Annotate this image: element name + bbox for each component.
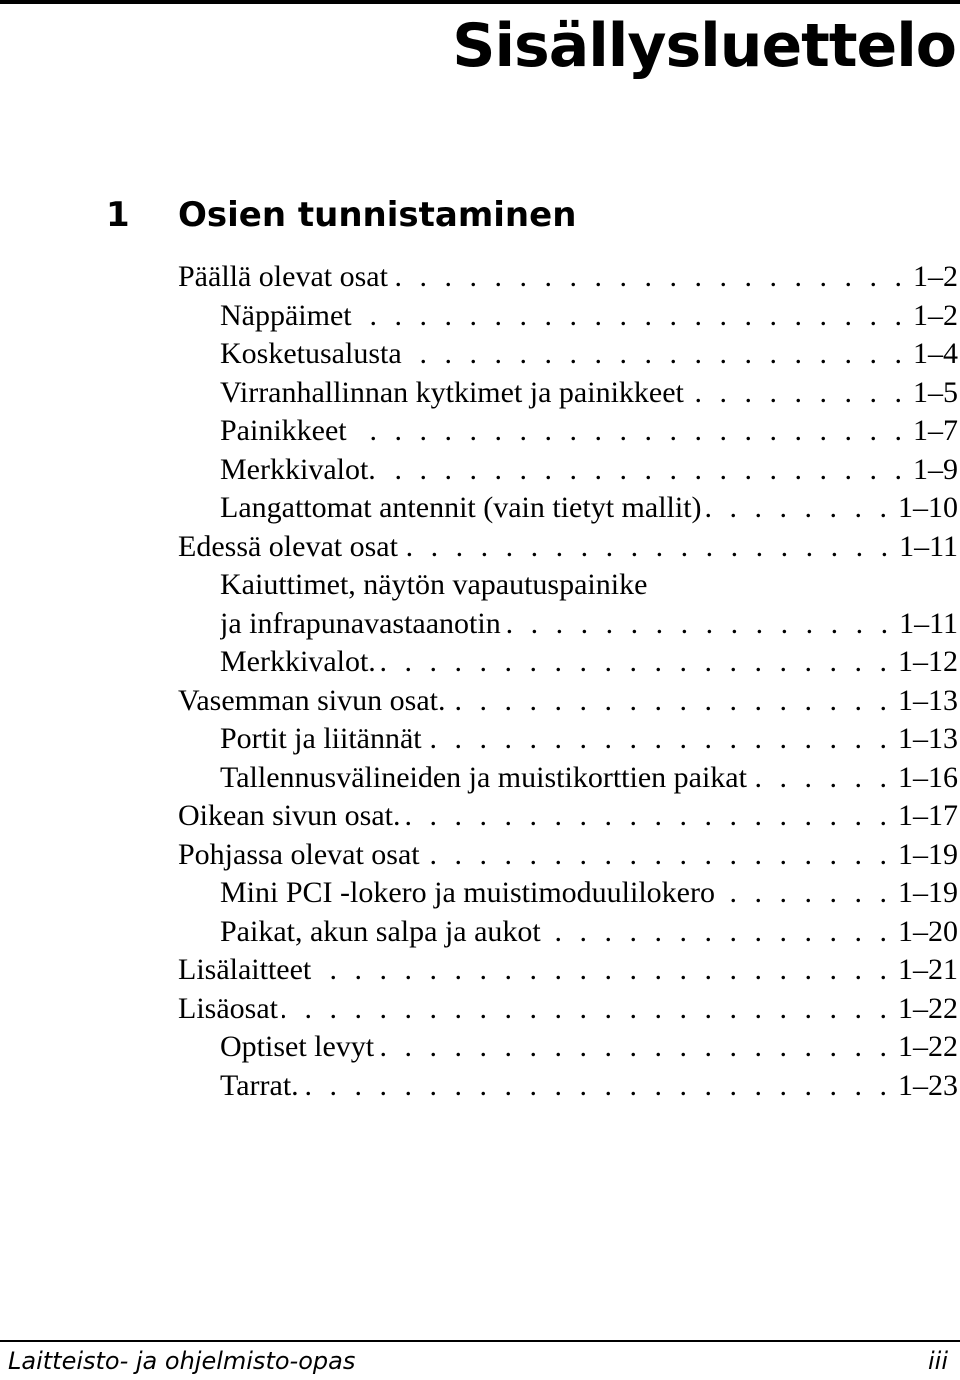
- toc-entry[interactable]: [220, 605, 958, 643]
- toc-entry-label: Kaiuttimet, näytön vapautuspainike: [220, 568, 648, 601]
- toc-dot-leader: [378, 1028, 892, 1066]
- toc-entry-page: 1–2: [913, 260, 958, 293]
- toc-entry-page: 1–16: [898, 761, 958, 794]
- toc-entry-label: Kosketusalusta: [220, 337, 402, 370]
- toc-entry-label: Lisäosat: [178, 992, 278, 1025]
- toc-entry-page: 1–4: [913, 337, 958, 370]
- toc-entry-page: 1–11: [899, 530, 958, 563]
- toc-entry-page: 1–13: [898, 684, 958, 717]
- toc-dot-leader: [449, 682, 892, 720]
- toc-entry[interactable]: [178, 951, 958, 989]
- toc-entry-label: Mini PCI -lokero ja muistimoduulilokero: [220, 876, 715, 909]
- toc-dot-leader: [426, 720, 892, 758]
- toc-entry-page: 1–11: [899, 607, 958, 640]
- toc-entry-page: 1–2: [913, 299, 958, 332]
- toc-entry-label: Vasemman sivun osat.: [178, 684, 446, 717]
- toc-dot-leader: [688, 374, 907, 412]
- toc-entry-page: 1–9: [913, 453, 958, 486]
- toc-entry-label: Merkkivalot.: [220, 645, 376, 678]
- toc-entry[interactable]: [220, 335, 958, 373]
- toc-entry[interactable]: [220, 720, 958, 758]
- toc-entry-label: Tarrat.: [220, 1069, 299, 1102]
- toc-entry-label: ja infrapunavastaanotin: [220, 607, 501, 640]
- toc-dot-leader: [706, 489, 892, 527]
- toc-entry[interactable]: [220, 374, 958, 412]
- toc-entry-label: Pohjassa olevat osat: [178, 838, 420, 871]
- toc-dot-leader: [719, 874, 892, 912]
- toc-entry-label: Langattomat antennit (vain tietyt mallit): [220, 491, 702, 524]
- toc-entry[interactable]: [220, 489, 958, 527]
- toc-entry-page: 1–10: [898, 491, 958, 524]
- toc-entry-page: 1–22: [898, 992, 958, 1025]
- toc-entry-label: Edessä olevat osat: [178, 530, 398, 563]
- toc-entry-page: 1–12: [898, 645, 958, 678]
- toc-entry[interactable]: [220, 874, 958, 912]
- toc-dot-leader: [315, 951, 892, 989]
- toc-dot-leader: [282, 990, 892, 1028]
- toc-entry[interactable]: [178, 797, 958, 835]
- toc-entry[interactable]: [220, 451, 958, 489]
- toc-dot-leader: [751, 759, 892, 797]
- toc-entry-page: 1–7: [913, 414, 958, 447]
- toc-entry-page: 1–22: [898, 1030, 958, 1063]
- toc-entry-label: Tallennusvälineiden ja muistikorttien paikat: [220, 761, 747, 794]
- toc-entry[interactable]: [220, 1028, 958, 1066]
- toc-entry-page: 1–13: [898, 722, 958, 755]
- toc-entry-label: Näppäimet: [220, 299, 352, 332]
- toc-dot-leader: [380, 643, 892, 681]
- toc-entry-label: Paikat, akun salpa ja aukot: [220, 915, 541, 948]
- toc-entry[interactable]: [220, 643, 958, 681]
- toc-entry-label: Oikean sivun osat.: [178, 799, 401, 832]
- toc-entry-page: 1–19: [898, 838, 958, 871]
- toc-entry-label: Merkkivalot.: [220, 453, 376, 486]
- toc-entry[interactable]: [220, 412, 958, 450]
- toc-dot-leader: [356, 297, 907, 335]
- toc-dot-leader: [404, 797, 892, 835]
- top-rule: [0, 0, 960, 4]
- toc-entry-label: Painikkeet: [220, 414, 347, 447]
- toc-dot-leader: [424, 836, 892, 874]
- toc-entry[interactable]: [220, 566, 958, 604]
- toc-entry-page: 1–17: [898, 799, 958, 832]
- toc-entry[interactable]: [178, 682, 958, 720]
- toc-entry[interactable]: [178, 528, 958, 566]
- toc-dot-leader: [505, 605, 893, 643]
- toc-dot-leader: [545, 913, 892, 951]
- toc-entry-label: Optiset levyt: [220, 1030, 375, 1063]
- toc-entry-page: 1–21: [898, 953, 958, 986]
- chapter-heading: [106, 190, 576, 240]
- toc-dot-leader: [380, 451, 907, 489]
- toc-dot-leader: [392, 258, 907, 296]
- toc-entry[interactable]: [220, 759, 958, 797]
- toc-entry-label: Lisälaitteet: [178, 953, 312, 986]
- toc-entry-label: Päällä olevat osat: [178, 260, 388, 293]
- toc-entry-label: Virranhallinnan kytkimet ja painikkeet: [220, 376, 684, 409]
- toc-entry[interactable]: [178, 836, 958, 874]
- toc-entry-page: 1–20: [898, 915, 958, 948]
- toc-entry-page: 1–5: [913, 376, 958, 409]
- toc-dot-leader: [406, 335, 907, 373]
- toc-dot-leader: [402, 528, 893, 566]
- toc-entry[interactable]: [178, 258, 958, 296]
- toc-entry-label: Portit ja liitännät: [220, 722, 422, 755]
- toc-dot-leader: [303, 1067, 892, 1105]
- toc-dot-leader: [351, 412, 907, 450]
- toc-entry[interactable]: [178, 990, 958, 1028]
- chapter-title: Osien tunnistaminen: [178, 195, 577, 235]
- toc-entry[interactable]: [220, 297, 958, 335]
- toc-entry-page: 1–23: [898, 1069, 958, 1102]
- toc-entry[interactable]: [220, 1067, 958, 1105]
- footer-rule: [0, 1340, 960, 1342]
- toc-entry-page: 1–19: [898, 876, 958, 909]
- chapter-number: 1: [106, 195, 130, 235]
- toc-entry[interactable]: [220, 913, 958, 951]
- footer-page-number: iii: [927, 1347, 948, 1375]
- footer-title: Laitteisto- ja ohjelmisto-opas: [8, 1347, 356, 1375]
- page-title: Sisällysluettelo: [452, 11, 956, 81]
